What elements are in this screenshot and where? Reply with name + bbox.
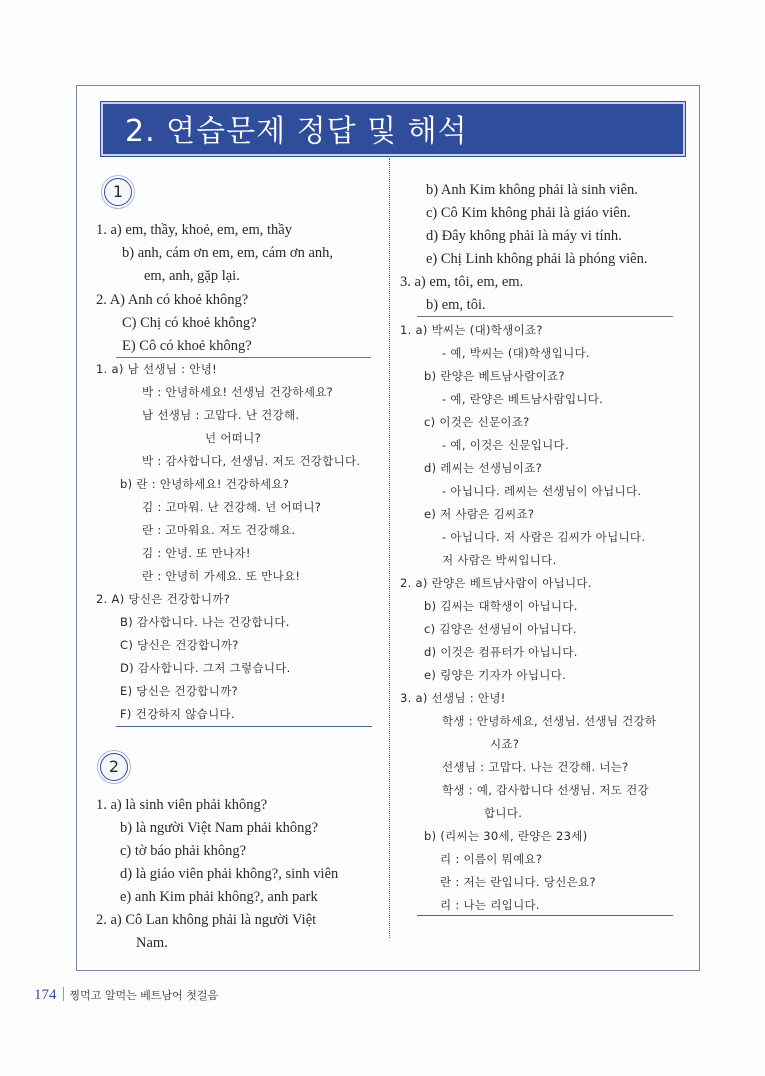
translation-line: 선생님 : 고맙다. 나는 건강해. 너는? bbox=[442, 760, 629, 774]
footer-separator bbox=[63, 987, 64, 1001]
translation-line: 저 사람은 박씨입니다. bbox=[442, 553, 557, 567]
section-title-banner bbox=[103, 104, 683, 154]
translation-line: e) 링양은 기자가 아닙니다. bbox=[424, 668, 567, 682]
translation-line: C) 당신은 건강합니까? bbox=[120, 638, 239, 652]
answer-line: b) là người Việt Nam phải không? bbox=[120, 820, 319, 836]
translation-line: b) (리씨는 30세, 란양은 23세) bbox=[424, 829, 588, 843]
rule bbox=[417, 316, 673, 317]
answer-line: c) tờ báo phải không? bbox=[120, 843, 247, 859]
translation-line: 란 : 저는 란입니다. 당신은요? bbox=[440, 875, 596, 889]
page-footer bbox=[34, 986, 218, 1004]
translation-line: 김 : 고마워. 난 건강해. 넌 어떠니? bbox=[142, 500, 322, 514]
answer-line: e) Chị Linh không phải là phóng viên. bbox=[426, 251, 648, 267]
translation-line: - 예, 이것은 신문입니다. bbox=[442, 438, 569, 452]
answer-line: e) anh Kim phải không?, anh park bbox=[120, 889, 318, 905]
translation-line: 넌 어떠니? bbox=[205, 431, 261, 445]
translation-line: 합니다. bbox=[484, 806, 523, 820]
translation-line: - 예, 란양은 베트남사람입니다. bbox=[442, 392, 604, 406]
book-title: 찡먹고 알먹는 베트남어 첫걸음 bbox=[69, 989, 219, 1002]
translation-line: 2. a) 란양은 베트남사람이 아닙니다. bbox=[400, 576, 592, 590]
translation-line: 1. a) 남 선생님 : 안녕! bbox=[96, 362, 218, 376]
translation-line: - 예, 박씨는 (대)학생입니다. bbox=[442, 346, 590, 360]
translation-line: 시죠? bbox=[490, 737, 520, 751]
answer-line: C) Chị có khoẻ không? bbox=[122, 315, 257, 331]
translation-line: 2. A) 당신은 건강합니까? bbox=[96, 592, 231, 606]
translation-line: e) 저 사람은 김씨죠? bbox=[424, 507, 535, 521]
column-divider bbox=[389, 158, 390, 938]
translation-line: b) 란양은 베트남사람이죠? bbox=[424, 369, 565, 383]
answer-line: 1. a) là sinh viên phải không? bbox=[96, 797, 268, 813]
section-title: 2. 연습문제 정답 및 해석 bbox=[125, 114, 468, 149]
translation-line: d) 레씨는 선생님이죠? bbox=[424, 461, 542, 475]
answer-line: E) Cô có khoẻ không? bbox=[122, 338, 252, 354]
translation-line: 박 : 감사합니다, 선생님. 저도 건강합니다. bbox=[142, 454, 361, 468]
translation-line: 리 : 이름이 뭐예요? bbox=[440, 852, 543, 866]
answer-line: Nam. bbox=[136, 935, 168, 951]
translation-line: - 아닙니다. 저 사람은 김씨가 아닙니다. bbox=[442, 530, 646, 544]
translation-line: D) 감사합니다. 그저 그렇습니다. bbox=[120, 661, 291, 675]
translation-line: E) 당신은 건강합니까? bbox=[120, 684, 238, 698]
exercise-number-1: 1 bbox=[104, 178, 132, 206]
answer-line: d) Đây không phải là máy vi tính. bbox=[426, 228, 622, 244]
answer-line: 3. a) em, tôi, em, em. bbox=[400, 274, 524, 290]
translation-line: B) 감사합니다. 나는 건강합니다. bbox=[120, 615, 290, 629]
answer-line: c) Cô Kim không phải là giáo viên. bbox=[426, 205, 631, 221]
translation-line: 3. a) 선생님 : 안녕! bbox=[400, 691, 506, 705]
answer-line: 2. a) Cô Lan không phải là người Việt bbox=[96, 912, 317, 928]
translation-line: 박 : 안녕하세요! 선생님 건강하세요? bbox=[142, 385, 334, 399]
translation-line: c) 이것은 신문이죠? bbox=[424, 415, 530, 429]
translation-line: 남 선생님 : 고맙다. 난 건강해. bbox=[142, 408, 300, 422]
translation-line: F) 건강하지 않습니다. bbox=[120, 707, 235, 721]
page-number: 174 bbox=[34, 987, 57, 1003]
answer-line: d) là giáo viên phải không?, sinh viên bbox=[120, 866, 339, 882]
translation-line: c) 김양은 선생님이 아닙니다. bbox=[424, 622, 577, 636]
rule bbox=[116, 357, 371, 358]
translation-line: 란 : 고마워요. 저도 건강해요. bbox=[142, 523, 296, 537]
translation-line: 1. a) 박씨는 (대)학생이죠? bbox=[400, 323, 543, 337]
translation-line: 학생 : 예, 감사합니다 선생님. 저도 건강 bbox=[442, 783, 649, 797]
translation-line: 김 : 안녕. 또 만나자! bbox=[142, 546, 251, 560]
translation-line: 란 : 안녕히 가세요. 또 만나요! bbox=[142, 569, 301, 583]
translation-line: b) 김씨는 대학생이 아닙니다. bbox=[424, 599, 578, 613]
answer-line: em, anh, gặp lại. bbox=[144, 268, 240, 284]
rule bbox=[116, 726, 372, 727]
answer-line: 2. A) Anh có khoẻ không? bbox=[96, 292, 249, 308]
translation-line: 리 : 나는 리입니다. bbox=[440, 898, 540, 912]
answer-line: 1. a) em, thầy, khoẻ, em, em, thầy bbox=[96, 222, 292, 238]
translation-line: d) 이것은 컴퓨터가 아닙니다. bbox=[424, 645, 578, 659]
translation-line: 학생 : 안녕하세요, 선생님. 선생님 건강하 bbox=[442, 714, 657, 728]
rule bbox=[417, 915, 673, 916]
answer-line: b) anh, cám ơn em, em, cám ơn anh, bbox=[122, 245, 334, 261]
translation-line: b) 란 : 안녕하세요! 건강하세요? bbox=[120, 477, 290, 491]
translation-line: - 아닙니다. 레씨는 선생님이 아닙니다. bbox=[442, 484, 642, 498]
answer-line: b) em, tôi. bbox=[426, 297, 486, 313]
answer-line: b) Anh Kim không phải là sinh viên. bbox=[426, 182, 638, 198]
exercise-number-2: 2 bbox=[100, 753, 128, 781]
